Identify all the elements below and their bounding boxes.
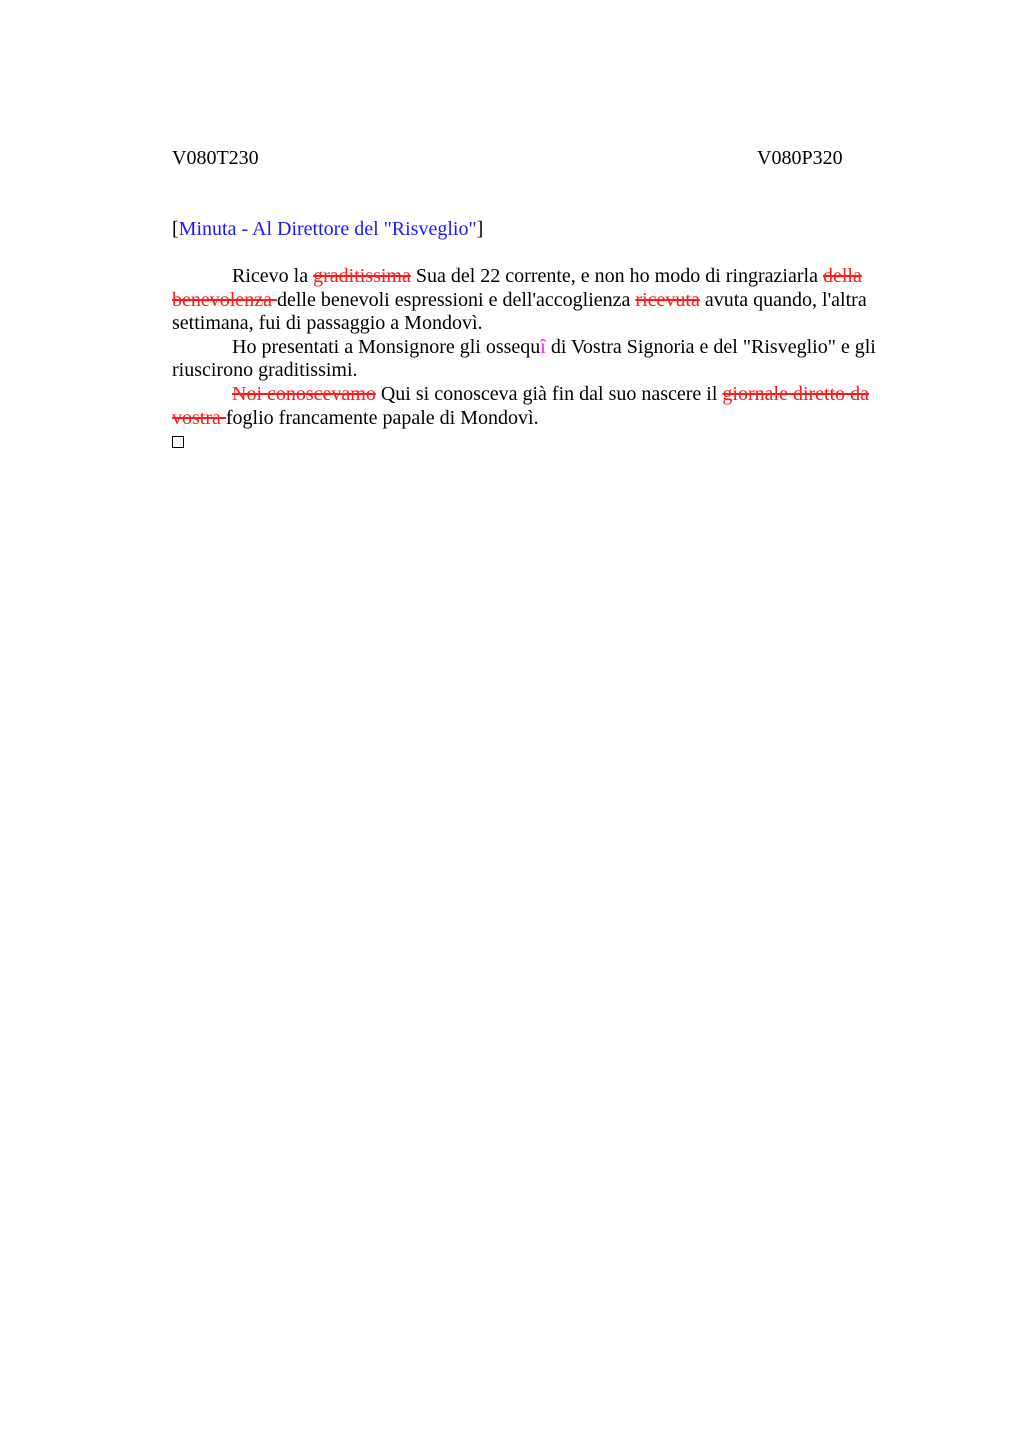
text-segment: Sua del 22 corrente, e non ho modo di ringraziarla	[410, 265, 823, 287]
text-segment: foglio francamente papale di Mondovì.	[225, 406, 539, 429]
text-segment: Qui si conosceva già fin dal suo nascere il	[375, 382, 723, 405]
paragraph-2	[172, 336, 904, 383]
heading-title: Minuta - Al Direttore del "Risveglio"	[178, 218, 477, 240]
text-segment: Ricevo la	[232, 265, 314, 287]
deleted-text: graditissima	[313, 265, 411, 287]
deleted-text: Noi conoscevamo	[232, 382, 376, 405]
document-heading	[172, 217, 483, 241]
text-segment: Ho presentati a Monsignore gli ossequ	[232, 335, 541, 358]
paragraph-3	[172, 383, 904, 430]
deleted-text: ricevuta	[635, 288, 700, 311]
document-code-right: V080P320	[757, 147, 843, 169]
text-segment: di Vostra Signoria e del "Risveglio" e gli riuscirono graditissimi.	[172, 335, 876, 382]
square-outline-icon	[172, 436, 184, 448]
text-segment: avuta quando, l'altra settimana, fui di passaggio a Mondovì.	[172, 288, 867, 335]
heading-open-bracket: [	[172, 218, 179, 240]
deleted-text: della benevolenza	[172, 265, 862, 311]
heading-close-bracket: ]	[476, 218, 484, 240]
text-segment: delle benevoli espressioni e dell'accoglienza	[276, 288, 636, 311]
paragraph-1	[172, 265, 904, 336]
deleted-text: giornale diretto da vostra	[172, 382, 870, 429]
document-body	[172, 265, 904, 448]
corrected-text: î	[540, 335, 546, 358]
document-code-left: V080T230	[172, 147, 259, 169]
